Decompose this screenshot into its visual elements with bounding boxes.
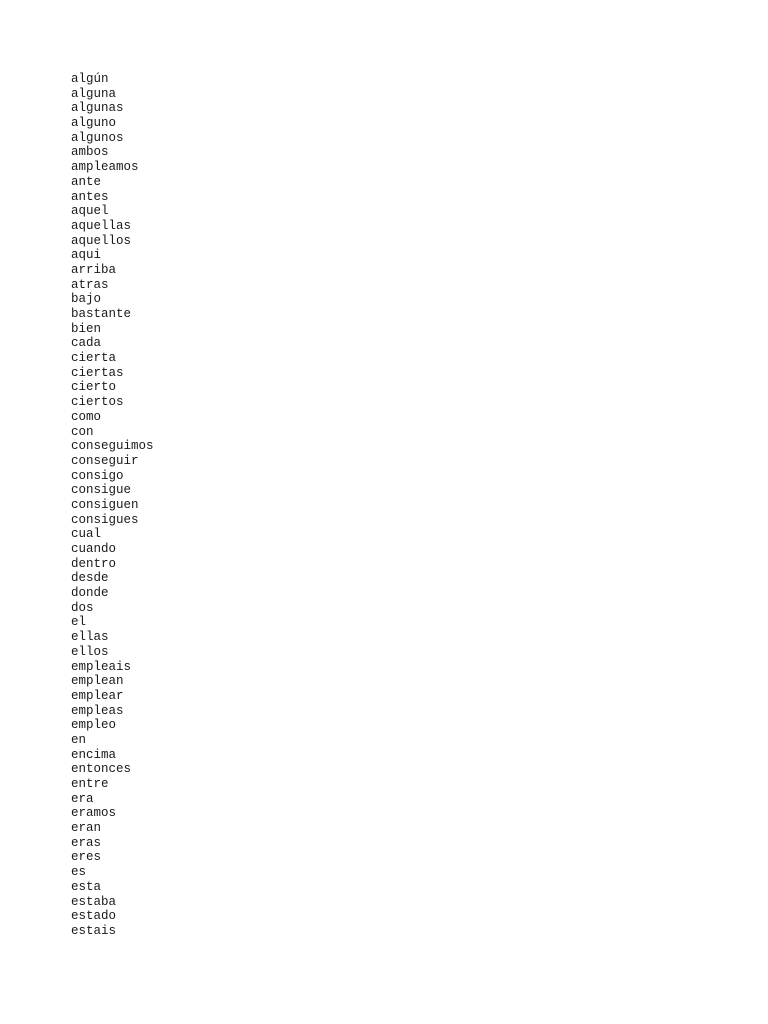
list-item: cierta <box>71 351 117 366</box>
list-item: desde <box>71 571 109 586</box>
list-item: entre <box>71 777 109 791</box>
list-item: era <box>71 791 94 806</box>
list-item: el <box>71 615 87 630</box>
list-item: emplean <box>71 674 124 689</box>
list-item: eras <box>71 835 102 850</box>
list-item: ambos <box>71 145 109 160</box>
list-item: ante <box>71 174 102 189</box>
list-item: emplear <box>71 688 124 703</box>
list-item: estado <box>71 909 117 924</box>
list-item: eran <box>71 821 102 836</box>
list-item: consiguen <box>71 497 139 512</box>
list-item: como <box>71 409 102 424</box>
list-item: bien <box>71 321 102 336</box>
list-item: ampleamos <box>71 160 139 175</box>
list-item: ellos <box>71 644 109 659</box>
list-item: cual <box>71 527 102 542</box>
list-item: dentro <box>71 556 117 571</box>
list-item: empleas <box>71 703 124 718</box>
list-item: arriba <box>71 262 117 277</box>
list-item: consigo <box>71 468 124 483</box>
list-item: algunos <box>71 130 124 145</box>
list-item: cuando <box>71 542 117 556</box>
list-item: estais <box>71 923 117 938</box>
list-item: ellas <box>71 630 109 645</box>
list-item: bajo <box>71 292 102 307</box>
list-item: bastante <box>71 307 132 321</box>
list-item: ciertos <box>71 395 124 410</box>
list-item: dos <box>71 600 94 615</box>
list-item: aquellos <box>71 233 132 248</box>
list-item: aquel <box>71 204 109 219</box>
list-item: aqui <box>71 248 102 263</box>
list-item: estaba <box>71 894 117 909</box>
list-item: consigues <box>71 512 139 527</box>
list-item: empleo <box>71 718 117 733</box>
list-item: conseguir <box>71 453 139 468</box>
list-item: esta <box>71 879 102 894</box>
list-item: alguno <box>71 116 117 131</box>
list-item: entonces <box>71 762 132 777</box>
list-item: donde <box>71 586 109 601</box>
list-item: con <box>71 424 94 439</box>
list-item: encima <box>71 747 117 762</box>
list-item: algunas <box>71 101 124 116</box>
list-item: en <box>71 732 87 747</box>
list-item: empleais <box>71 659 132 674</box>
list-item: eres <box>71 850 102 865</box>
list-item: alguna <box>71 86 117 101</box>
list-item: es <box>71 865 87 880</box>
list-item: consigue <box>71 483 132 498</box>
word-list <box>71 72 154 939</box>
list-item: antes <box>71 189 109 204</box>
list-item: conseguimos <box>71 439 154 454</box>
list-item: cierto <box>71 380 117 395</box>
list-item: eramos <box>71 806 117 821</box>
list-item: ciertas <box>71 365 124 380</box>
list-item: algún <box>71 72 109 86</box>
list-item: cada <box>71 336 102 351</box>
list-item: aquellas <box>71 218 132 233</box>
list-item: atras <box>71 277 109 292</box>
